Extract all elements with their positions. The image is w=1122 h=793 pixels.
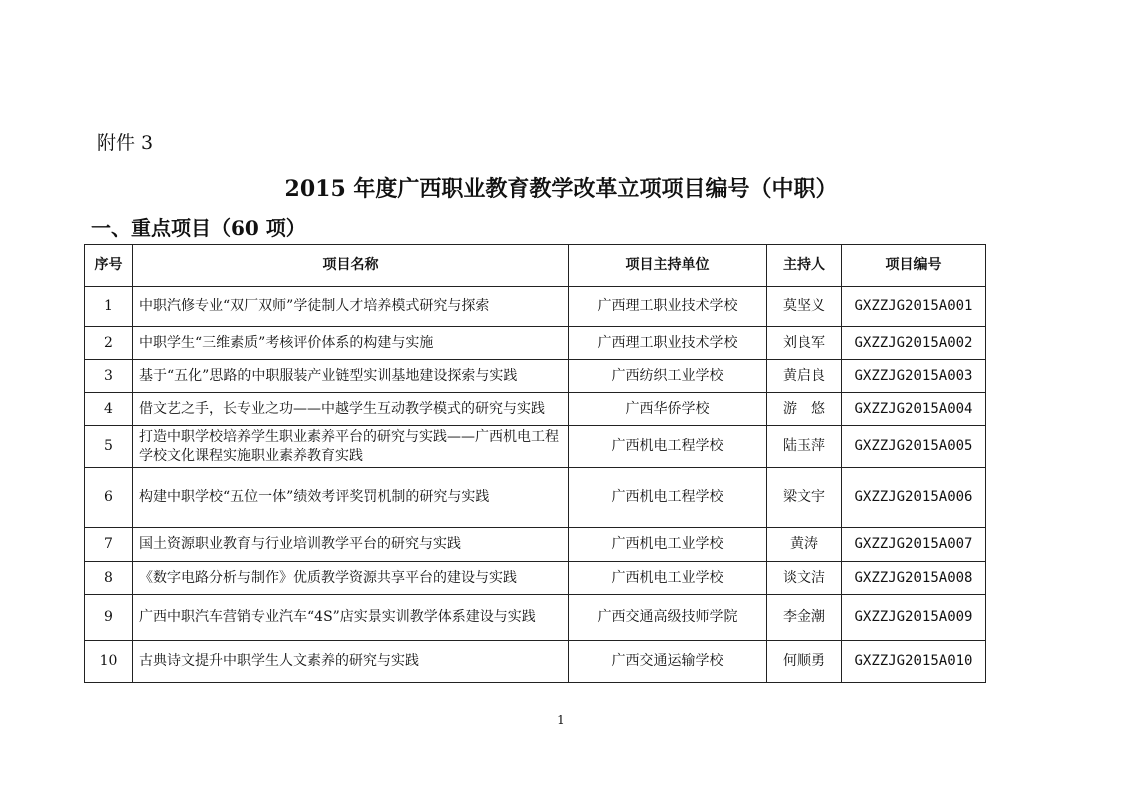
cell-no: 3 (85, 360, 133, 393)
cell-host-unit: 广西机电工程学校 (569, 426, 767, 468)
attachment-label: 附件 3 (97, 132, 154, 154)
cell-project-code: GXZZJG2015A010 (842, 641, 986, 683)
cell-host-unit: 广西纺织工业学校 (569, 360, 767, 393)
cell-project-name: 古典诗文提升中职学生人文素养的研究与实践 (133, 641, 569, 683)
table-row (85, 287, 986, 327)
header-no: 序号 (85, 245, 133, 287)
cell-host-unit: 广西理工职业技术学校 (569, 287, 767, 327)
cell-no: 1 (85, 287, 133, 327)
cell-project-name: 构建中职学校“五位一体”绩效考评奖罚机制的研究与实践 (133, 468, 569, 528)
project-table (84, 244, 986, 683)
cell-project-name: 国土资源职业教育与行业培训教学平台的研究与实践 (133, 528, 569, 562)
cell-no: 5 (85, 426, 133, 468)
cell-host: 莫坚义 (767, 287, 842, 327)
cell-no: 9 (85, 595, 133, 641)
cell-no: 8 (85, 562, 133, 595)
cell-no: 6 (85, 468, 133, 528)
header-host: 主持人 (767, 245, 842, 287)
cell-host-unit: 广西交通运输学校 (569, 641, 767, 683)
section-title: 一、重点项目（60 项） (91, 216, 306, 240)
cell-project-name: 基于“五化”思路的中职服装产业链型实训基地建设探索与实践 (133, 360, 569, 393)
cell-project-name: 借文艺之手，长专业之功——中越学生互动教学模式的研究与实践 (133, 393, 569, 426)
cell-project-name: 中职学生“三维素质”考核评价体系的构建与实施 (133, 327, 569, 360)
cell-no: 7 (85, 528, 133, 562)
cell-host-unit: 广西机电工业学校 (569, 562, 767, 595)
cell-project-name: 打造中职学校培养学生职业素养平台的研究与实践——广西机电工程学校文化课程实施职业素养教育实践 (133, 426, 569, 468)
cell-host: 黄涛 (767, 528, 842, 562)
table-row (85, 327, 986, 360)
cell-project-code: GXZZJG2015A002 (842, 327, 986, 360)
cell-host-unit: 广西机电工程学校 (569, 468, 767, 528)
table-row (85, 393, 986, 426)
cell-project-code: GXZZJG2015A009 (842, 595, 986, 641)
table-row (85, 641, 986, 683)
table-row (85, 595, 986, 641)
table-row (85, 562, 986, 595)
cell-host: 游 悠 (767, 393, 842, 426)
cell-host: 谈文洁 (767, 562, 842, 595)
cell-no: 2 (85, 327, 133, 360)
cell-no: 4 (85, 393, 133, 426)
cell-host-unit: 广西理工职业技术学校 (569, 327, 767, 360)
cell-project-code: GXZZJG2015A004 (842, 393, 986, 426)
table-row (85, 360, 986, 393)
page-number: 1 (557, 713, 565, 727)
cell-project-code: GXZZJG2015A001 (842, 287, 986, 327)
cell-host: 何顺勇 (767, 641, 842, 683)
table-row (85, 528, 986, 562)
cell-project-name: 中职汽修专业“双厂双师”学徒制人才培养模式研究与探索 (133, 287, 569, 327)
cell-project-code: GXZZJG2015A005 (842, 426, 986, 468)
cell-no: 10 (85, 641, 133, 683)
cell-project-name: 广西中职汽车营销专业汽车“4S”店实景实训教学体系建设与实践 (133, 595, 569, 641)
cell-host-unit: 广西机电工业学校 (569, 528, 767, 562)
cell-host-unit: 广西交通高级技师学院 (569, 595, 767, 641)
header-project-name: 项目名称 (133, 245, 569, 287)
cell-project-name: 《数字电路分析与制作》优质教学资源共享平台的建设与实践 (133, 562, 569, 595)
cell-project-code: GXZZJG2015A006 (842, 468, 986, 528)
header-host-unit: 项目主持单位 (569, 245, 767, 287)
table-row (85, 468, 986, 528)
cell-host-unit: 广西华侨学校 (569, 393, 767, 426)
cell-host: 黄启良 (767, 360, 842, 393)
cell-host: 刘良军 (767, 327, 842, 360)
cell-project-code: GXZZJG2015A003 (842, 360, 986, 393)
table-header-row (85, 245, 986, 287)
table-row (85, 426, 986, 468)
cell-project-code: GXZZJG2015A008 (842, 562, 986, 595)
cell-host: 陆玉萍 (767, 426, 842, 468)
document-title: 2015 年度广西职业教育教学改革立项项目编号（中职） (284, 176, 838, 202)
cell-host: 梁文宇 (767, 468, 842, 528)
cell-project-code: GXZZJG2015A007 (842, 528, 986, 562)
header-project-code: 项目编号 (842, 245, 986, 287)
cell-host: 李金潮 (767, 595, 842, 641)
